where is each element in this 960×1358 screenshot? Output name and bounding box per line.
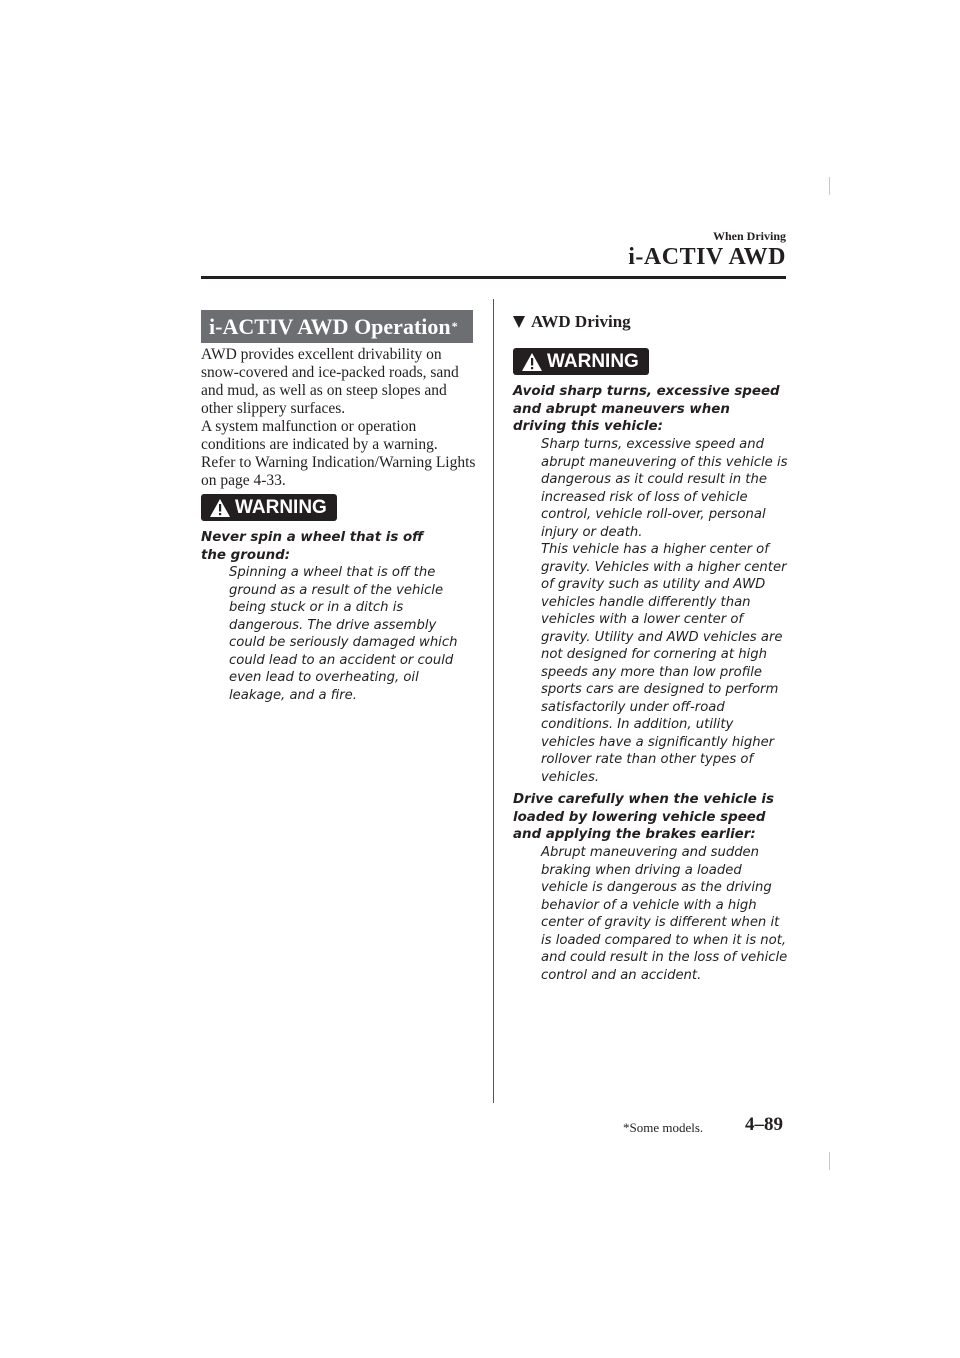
warning-text xyxy=(541,436,788,786)
header-section: When Driving xyxy=(712,229,786,243)
header-rule xyxy=(201,276,786,279)
warning-text xyxy=(541,844,788,984)
header-title: i-ACTIV AWD xyxy=(628,244,786,270)
footer-note: *Some models. xyxy=(623,1120,704,1135)
column-divider xyxy=(493,299,494,1103)
warning-paragraph: Spinning a wheel that is off the ground as a result of the vehicle being stuck or in a ditch is dangerous. The drive assembly could be seriously damaged which could lead to an accident or could even lead to overheating, oil leakage, and a fire. xyxy=(229,565,458,703)
warning-paragraph: Abrupt maneuvering and sudden braking when driving a loaded vehicle is dangerous as the driving behavior of a vehicle with a high center of gravity is different when it is loaded compared to when it is not, and could result in the loss of vehicle control and an accident. xyxy=(541,845,788,983)
section-banner xyxy=(201,310,473,343)
warning-label: WARNING xyxy=(235,496,327,518)
intro-text xyxy=(201,346,476,490)
warning-lead: Drive carefully when the vehicle is loaded by lowering vehicle speed and applying the brakes earlier: xyxy=(513,792,774,842)
section-title: i-ACTIV AWD Operation xyxy=(209,313,451,339)
page-number: 4–89 xyxy=(745,1114,783,1135)
subheading-text: AWD Driving xyxy=(531,312,631,331)
warning-lead: Never spin a wheel that is off the ground: xyxy=(201,530,424,563)
triangle-down-icon xyxy=(513,316,525,328)
subheading xyxy=(513,312,631,332)
warning-text xyxy=(229,564,475,704)
warning-paragraph: Sharp turns, excessive speed and abrupt maneuvering of this vehicle is dangerous as it could result in the increased risk of loss of vehicle control, vehicle roll-over, personal injury or death. xyxy=(541,437,788,540)
warning-lead: Avoid sharp turns, excessive speed and abrupt maneuvers when driving this vehicle: xyxy=(513,384,780,434)
intro-paragraph: AWD provides excellent drivability on snow-covered and ice-packed roads, sand and mud, as well as on steep slopes and other slippery surfaces. xyxy=(201,346,459,417)
warning-badge xyxy=(201,494,337,521)
warning-icon xyxy=(209,498,231,518)
warning-badge xyxy=(513,348,649,375)
warning-label: WARNING xyxy=(547,350,639,372)
some-models-mark: * xyxy=(451,319,458,333)
crop-mark xyxy=(829,1152,830,1170)
warning-paragraph: This vehicle has a higher center of gravity. Vehicles with a higher center of gravity such as utility and AWD vehicles handle differently than vehicles with a lower center of gravity. Utility and AWD vehicles are not designed for cornering at high speeds any more than low profile sports cars are designed to perform satisfactorily under off-road conditions. In addition, utility vehicles have a significantly higher rollover rate than other types of vehicles. xyxy=(541,542,787,785)
warning-icon xyxy=(521,352,543,372)
crop-mark xyxy=(829,177,830,195)
intro-paragraph: A system malfunction or operation conditions are indicated by a warning. Refer to Warning Indication/Warning Lights on page 4-33. xyxy=(201,418,476,489)
